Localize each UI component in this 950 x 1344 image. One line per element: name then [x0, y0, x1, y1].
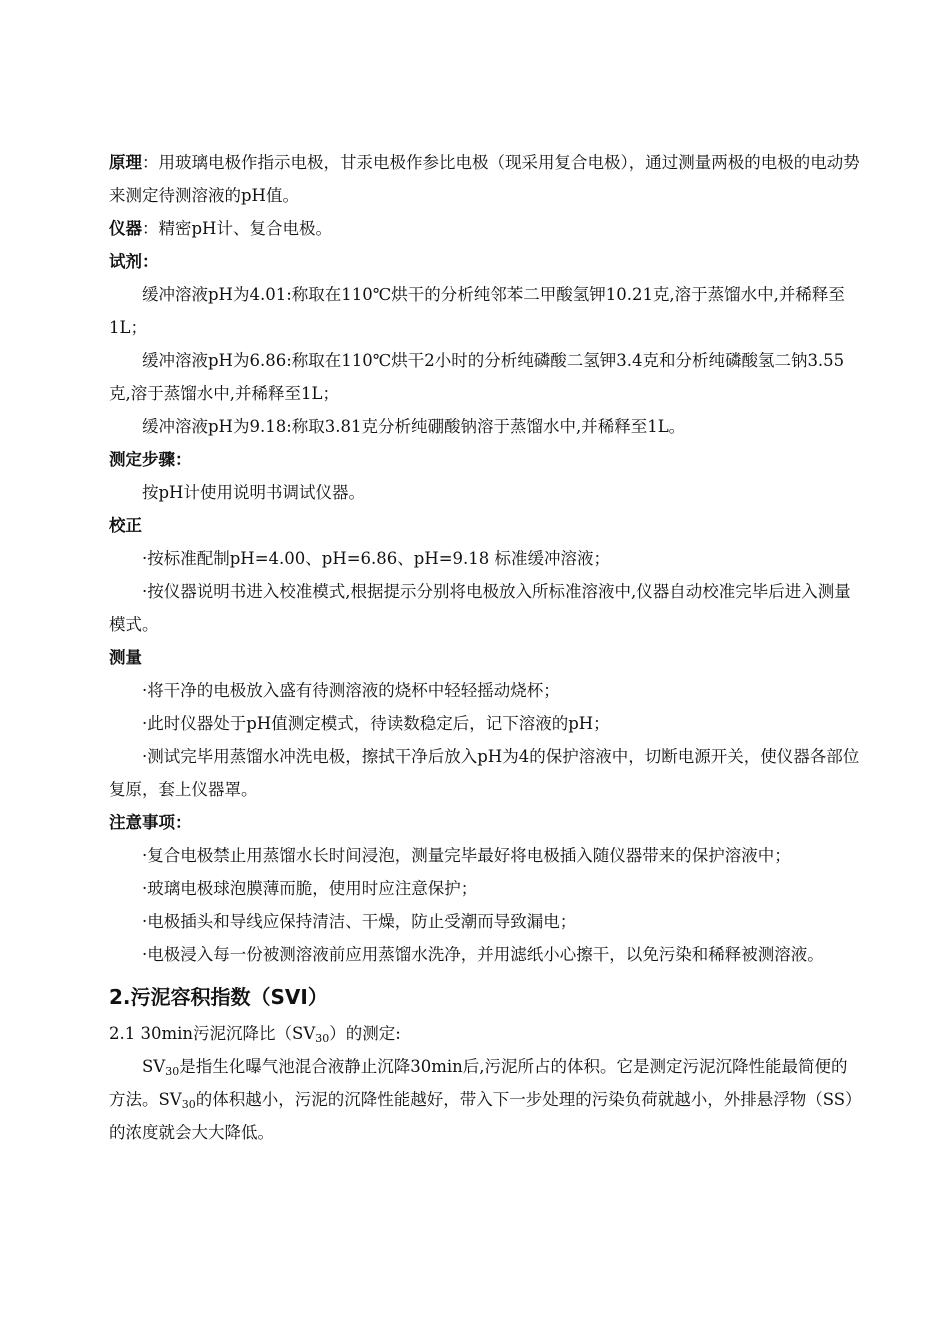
- measurement-item: ·此时仪器处于pH值测定模式，待读数稳定后，记下溶液的pH；: [142, 714, 610, 733]
- notes-label: 注意事项：: [109, 813, 192, 832]
- sv30-paragraph: [109, 1050, 861, 1149]
- calibration-item: ·按标准配制pH=4.00、pH=6.86、pH=9.18 标准缓冲溶液；: [142, 549, 611, 568]
- sub-heading: [109, 1017, 861, 1050]
- reagent-item: 缓冲溶液pH为6.86:称取在110℃烘干2小时的分析纯磷酸二氢钾3.4克和分析纯磷酸氢二钠3.55克,溶于蒸馏水中,并稀释至1L；: [109, 351, 845, 403]
- steps-text: 按pH计使用说明书调试仪器。: [142, 483, 365, 502]
- instrument-label: 仪器: [109, 219, 142, 238]
- measurement-label: 测量: [109, 648, 142, 667]
- section-heading: 2.污泥容积指数（SVI）: [109, 985, 328, 1009]
- reagent-item: 缓冲溶液pH为4.01:称取在110℃烘干的分析纯邻苯二甲酸氢钾10.21克,溶于蒸馏水中,并稀释至1L；: [109, 285, 845, 337]
- sub-heading-subscript: 30: [315, 1032, 330, 1045]
- notes-item: ·复合电极禁止用蒸馏水长时间浸泡，测量完毕最好将电极插入随仪器带来的保护溶液中；: [142, 846, 791, 865]
- measurement-item: ·将干净的电极放入盛有待测溶液的烧杯中轻轻摇动烧杯；: [142, 681, 560, 700]
- measurement-item: ·测试完毕用蒸馏水冲洗电极，擦拭干净后放入pH为4的保护溶液中，切断电源开关，使仪器各部位复原，套上仪器罩。: [109, 747, 860, 799]
- reagent-item: 缓冲溶液pH为9.18:称取3.81克分析纯硼酸钠溶于蒸馏水中,并稀释至1L。: [142, 417, 686, 436]
- reagents-label: 试剂：: [109, 252, 159, 271]
- notes-item: ·电极插头和导线应保持清洁、干燥，防止受潮而导致漏电；: [142, 912, 577, 931]
- sub-heading-suffix: ）的测定:: [329, 1024, 401, 1043]
- sv30-prefix: SV: [142, 1057, 166, 1076]
- sv30-subscript-2: 30: [181, 1098, 196, 1111]
- notes-item: ·玻璃电极球泡膜薄而脆，使用时应注意保护；: [142, 879, 478, 898]
- sv30-subscript: 30: [165, 1065, 180, 1078]
- calibration-label: 校正: [109, 516, 142, 535]
- instrument-paragraph: [109, 212, 861, 245]
- principle-text: ：用玻璃电极作指示电极，甘汞电极作参比电极（现采用复合电极），通过测量两极的电极的电动势来测定待测溶液的pH值。: [109, 153, 860, 205]
- instrument-text: ：精密pH计、复合电极。: [142, 219, 332, 238]
- principle-paragraph: [109, 146, 861, 212]
- sv30-text-2: 的体积越小，污泥的沉降性能越好，带入下一步处理的污染负荷就越小，外排悬浮物（SS）的浓度就会大大降低。: [109, 1090, 854, 1142]
- notes-item: ·电极浸入每一份被测溶液前应用蒸馏水洗净，并用滤纸小心擦干，以免污染和稀释被测溶液。: [142, 945, 824, 964]
- principle-label: 原理: [109, 153, 142, 172]
- sv30-text-1: 是指生化曝气池混合液静止沉降30min后,污泥所占的体积。它是测定污泥沉降性能最简便的方法。SV: [109, 1057, 848, 1109]
- document-body: [109, 146, 861, 1149]
- sub-heading-prefix: 2.1 30min污泥沉降比（SV: [109, 1024, 316, 1043]
- calibration-item: ·按仪器说明书进入校准模式,根据提示分别将电极放入所标准溶液中,仪器自动校准完毕后进入测量模式。: [109, 582, 851, 634]
- steps-label: 测定步骤：: [109, 450, 192, 469]
